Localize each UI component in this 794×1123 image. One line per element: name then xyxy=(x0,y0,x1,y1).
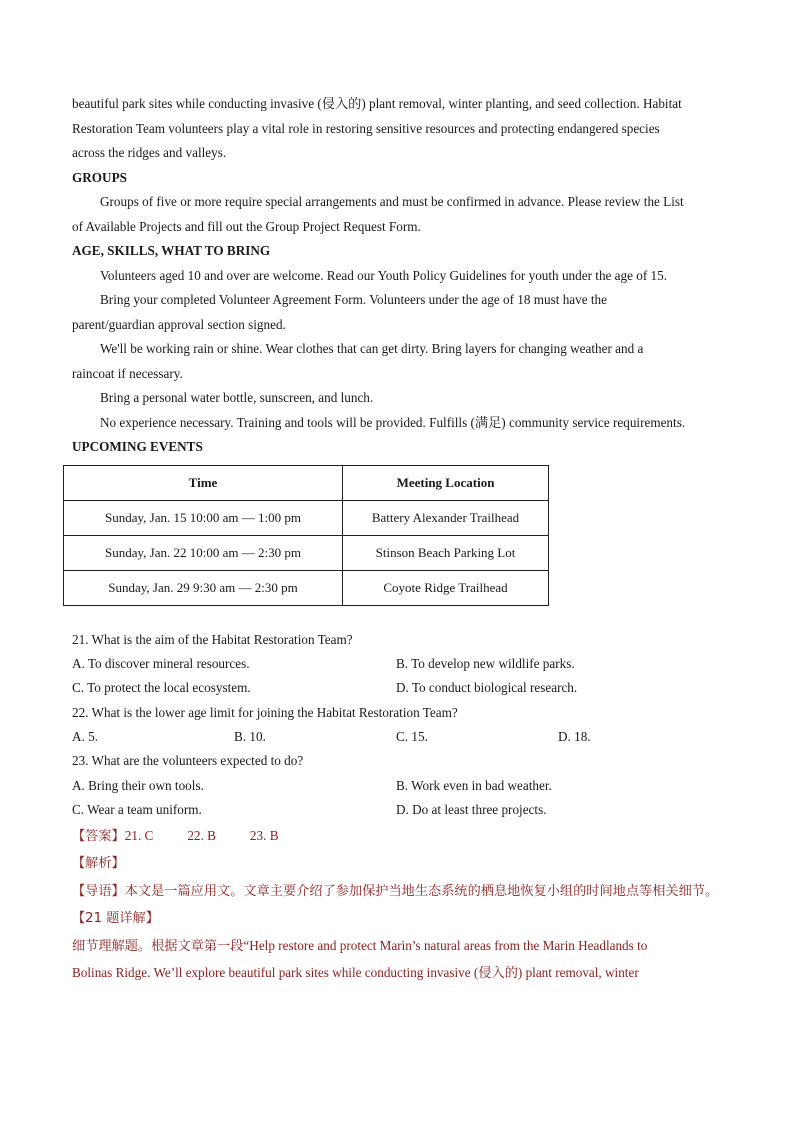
option-d: D. Do at least three projects. xyxy=(396,802,547,818)
event-location: Battery Alexander Trailhead xyxy=(343,500,549,535)
document-page xyxy=(72,92,724,986)
option-d: D. 18. xyxy=(558,729,591,745)
age-heading: AGE, SKILLS, WHAT TO BRING xyxy=(72,243,271,258)
answer-value: 21. C xyxy=(124,828,154,844)
question-23-options-cd xyxy=(72,798,724,822)
question-21-stem: 21. What is the aim of the Habitat Restoration Team? xyxy=(72,631,353,647)
intro-line-1: beautiful park sites while conducting invasive (侵入的) plant removal, winter planting, and seed collection. Habitat xyxy=(72,96,682,111)
age-paragraph-5: No experience necessary. Training and tools will be provided. Fulfills (满足) community service requirements. xyxy=(100,414,686,430)
event-time: Sunday, Jan. 15 10:00 am — 1:00 pm xyxy=(64,500,343,535)
table-row xyxy=(64,500,549,535)
option-c: C. To protect the local ecosystem. xyxy=(72,680,251,696)
question-23-stem: 23. What are the volunteers expected to do? xyxy=(72,753,304,769)
option-a: A. 5. xyxy=(72,729,99,745)
answer-line xyxy=(72,822,724,850)
age-paragraph-4: Bring a personal water bottle, sunscreen, and lunch. xyxy=(100,390,374,405)
option-c: C. 15. xyxy=(396,729,428,745)
guide-text: 本文是一篇应用文。文章主要介绍了参加保护当地生态系统的栖息地恢复小组的时间地点等相关细节。 xyxy=(124,884,719,900)
groups-heading: GROUPS xyxy=(72,169,127,185)
option-b: B. 10. xyxy=(234,729,266,745)
groups-line-1: Groups of five or more require special arrangements and must be confirmed in advance. Please review the List xyxy=(100,194,684,209)
option-b: B. Work even in bad weather. xyxy=(396,777,552,793)
option-d: D. To conduct biological research. xyxy=(396,680,578,696)
events-table xyxy=(63,465,549,606)
guide-label: 【导语】 xyxy=(72,884,125,900)
age-paragraph-2a: Bring your completed Volunteer Agreement Form. Volunteers under the age of 18 must have the xyxy=(100,292,607,307)
event-time: Sunday, Jan. 22 10:00 am — 2:30 pm xyxy=(64,535,343,570)
question-21-options-cd xyxy=(72,676,724,700)
event-time: Sunday, Jan. 29 9:30 am — 2:30 pm xyxy=(64,570,343,605)
option-c: C. Wear a team uniform. xyxy=(72,802,202,818)
age-paragraph-1: Volunteers aged 10 and over are welcome. Read our Youth Policy Guidelines for youth under the age of 15. xyxy=(100,267,668,283)
answer-label: 【答案】 xyxy=(72,829,125,845)
table-row xyxy=(64,535,549,570)
age-paragraph-3b: raincoat if necessary. xyxy=(72,365,183,381)
option-b: B. To develop new wildlife parks. xyxy=(396,656,575,671)
question-22-options xyxy=(72,725,724,749)
age-paragraph-2b: parent/guardian approval section signed. xyxy=(72,316,286,332)
answer-value: 23. B xyxy=(249,828,279,844)
events-header-row xyxy=(64,465,549,500)
detail-21-label: 【21 题详解】 xyxy=(72,911,159,927)
events-col-location: Meeting Location xyxy=(343,465,549,500)
question-21-options-ab xyxy=(72,652,724,676)
intro-line-3: across the ridges and valleys. xyxy=(72,145,227,160)
guide-paragraph xyxy=(72,877,724,905)
detail-21-line-1: 细节理解题。根据文章第一段“Help restore and protect Marin’s natural areas from the Marin Headlands to xyxy=(72,938,648,954)
option-a: A. To discover mineral resources. xyxy=(72,656,250,671)
table-row xyxy=(64,570,549,605)
question-23-options-ab xyxy=(72,774,724,798)
event-location: Coyote Ridge Trailhead xyxy=(343,570,549,605)
question-22-stem: 22. What is the lower age limit for joining the Habitat Restoration Team? xyxy=(72,704,458,720)
groups-line-2: of Available Projects and fill out the Group Project Request Form. xyxy=(72,218,421,234)
detail-21-line-2: Bolinas Ridge. We’ll explore beautiful park sites while conducting invasive (侵入的) plant removal, winter xyxy=(72,965,639,981)
event-location: Stinson Beach Parking Lot xyxy=(343,535,549,570)
age-paragraph-3a: We'll be working rain or shine. Wear clothes that can get dirty. Bring layers for changing weather and a xyxy=(100,341,644,356)
intro-line-2: Restoration Team volunteers play a vital role in restoring sensitive resources and protecting endangered species xyxy=(72,120,660,136)
events-col-time: Time xyxy=(64,465,343,500)
answer-value: 22. B xyxy=(187,828,216,844)
events-heading: UPCOMING EVENTS xyxy=(72,439,203,454)
option-a: A. Bring their own tools. xyxy=(72,777,204,793)
analysis-label: 【解析】 xyxy=(72,856,125,872)
